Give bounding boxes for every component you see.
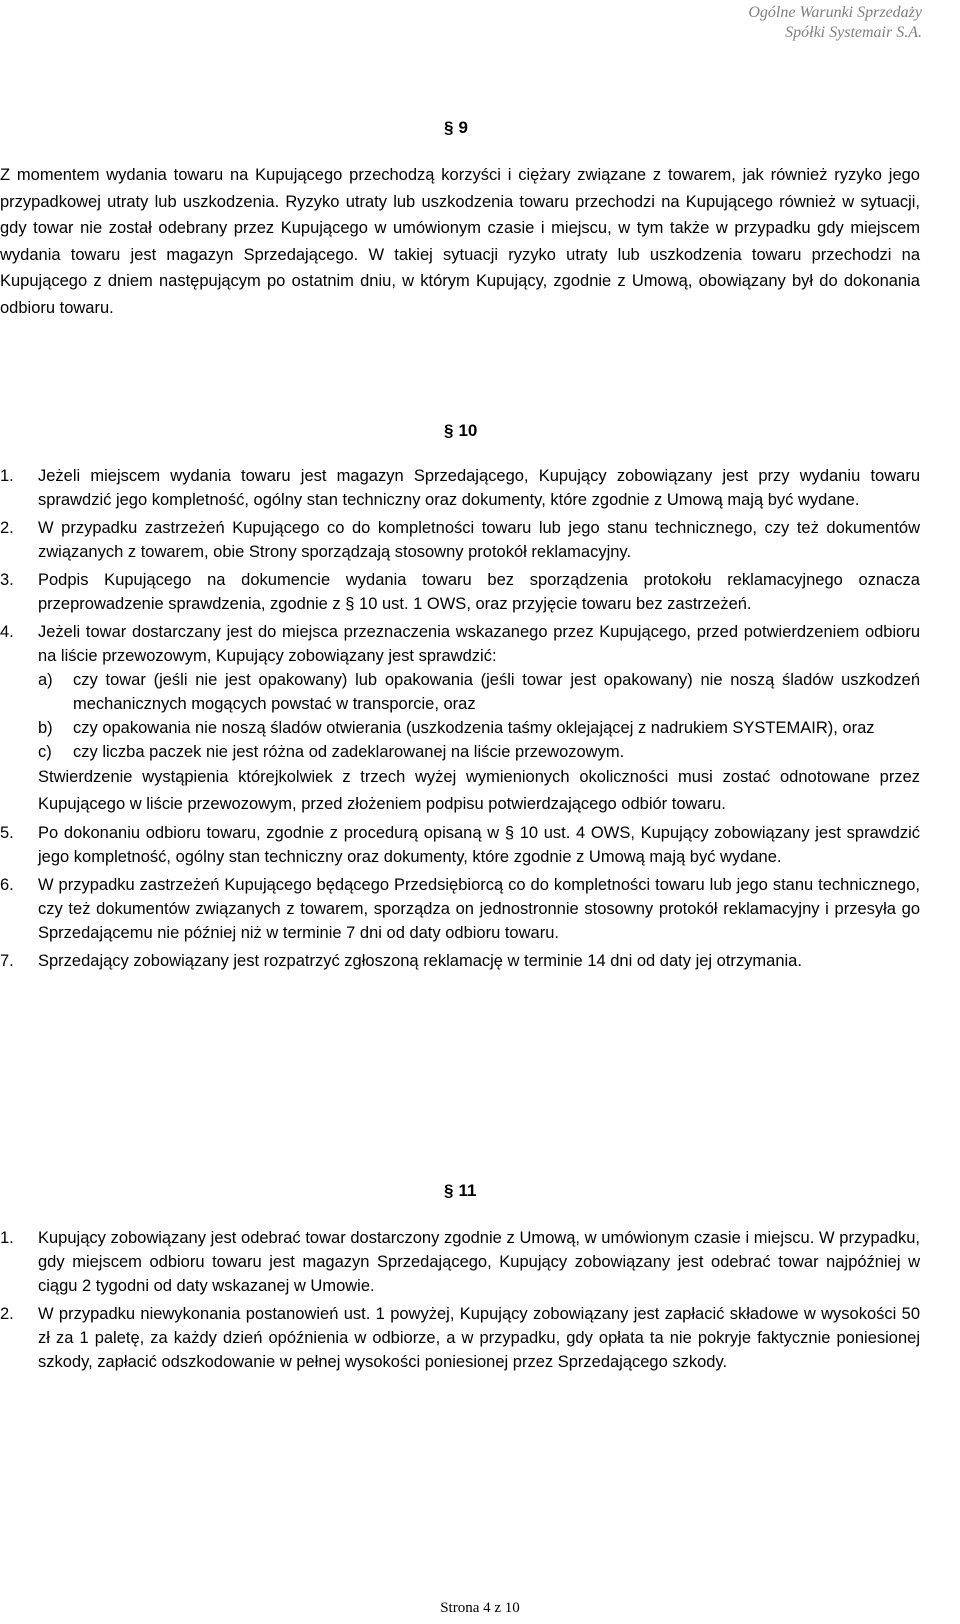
list-item: 5. Po dokonaniu odbioru towaru, zgodnie z procedurą opisaną w § 10 ust. 4 OWS, Kupujący zobowiązany jest sprawdzić jego kompletność, ogólny stan techniczny oraz dokumenty, które zgodnie z Umową mają być wydane. bbox=[0, 824, 920, 866]
list-item: 2. W przypadku zastrzeżeń Kupującego co do kompletności towaru lub jego stanu technicznego, czy też dokumentów związanych z towarem, obie Strony sporządzają stosowny protokół reklamacyjny. bbox=[0, 519, 920, 561]
section-10-list bbox=[0, 464, 920, 973]
section-number: 10 bbox=[458, 421, 478, 440]
document-header bbox=[748, 3, 922, 43]
section-symbol: § bbox=[444, 118, 454, 137]
section-11-body bbox=[0, 1226, 920, 1374]
list-item: 3. Podpis Kupującego na dokumencie wydania towaru bez sporządzenia protokołu reklamacyjnego oznacza przeprowadzenie sprawdzenia, zgodnie z § 10 ust. 1 OWS, oraz przyjęcie towaru bez zastrzeżeń. bbox=[0, 571, 920, 613]
page-number: Strona 4 z 10 bbox=[440, 1600, 520, 1616]
section-9-body: Z momentem wydania towaru na Kupującego przechodzą korzyści i ciężary związane z towarem, jak również ryzyko jego przypadkowej utraty lub uszkodzenia. Ryzyko utraty lub uszkodzenia towaru przechodzi na Kupującego również w sytuacji, gdy towar nie został odebrany przez Kupującego w umówionym czasie i miejscu, w tym także w przypadku gdy miejscem wydania towaru jest magazyn Sprzedającego. W takiej sytuacji ryzyko utraty lub uszkodzenia towaru przechodzi na Kupującego z dniem następującym po ostatnim dniu, w którym Kupujący, zgodnie z Umową, obowiązany był do dokonania odbioru towaru. bbox=[0, 166, 920, 317]
list-item: 6. W przypadku zastrzeżeń Kupującego będącego Przedsiębiorcą co do kompletności towaru lub jego stanu technicznego, czy też dokumentów związanych z towarem, sporządza on jednostronnie stosowny protokół reklamacyjny i przesyła go Sprzedającemu nie później niż w terminie 7 dni od daty odbioru towaru. bbox=[0, 876, 920, 942]
section-number: 9 bbox=[458, 118, 468, 137]
list-item: 1. Kupujący zobowiązany jest odebrać towar dostarczony zgodnie z Umową, w umówionym czasie i miejscu. W przypadku, gdy miejscem odbioru towaru jest magazyn Sprzedającego, Kupujący zobowiązany jest odebrać towar najpóźniej w ciągu 2 tygodni od daty wskazanej w Umowie. bbox=[0, 1229, 920, 1295]
section-9-heading bbox=[444, 118, 468, 138]
section-11-heading bbox=[444, 1181, 476, 1201]
list-item: 7. Sprzedający zobowiązany jest rozpatrzyć zgłoszoną reklamację w terminie 14 dni od daty jej otrzymania. bbox=[0, 952, 802, 970]
list-item: 2. W przypadku niewykonania postanowień ust. 1 powyżej, Kupujący zobowiązany jest zapłacić składowe w wysokości 50 zł za 1 paletę, za każdy dzień opóźnienia w odbiorze, a w przypadku, gdy opłata ta nie pokryje faktycznie poniesionej szkody, zapłacić odszkodowanie w pełnej wysokości poniesionej przez Sprzedającego szkody. bbox=[0, 1305, 920, 1371]
section-number: 11 bbox=[458, 1181, 477, 1200]
section-10-heading bbox=[444, 421, 477, 441]
item-4-conclusion: Stwierdzenie wystąpienia którejkolwiek z trzech wyżej wymienionych okoliczności musi zostać odnotowane przez Kupującego w liście przewozowym, przed złożeniem podpisu potwierdzającego odbiór towaru. bbox=[38, 768, 920, 813]
sub-list-item: a) czy towar (jeśli nie jest opakowany) lub opakowania (jeśli towar jest opakowany) nie noszą śladów uszkodzeń mechanicznych mogących powstać w transporcie, oraz bbox=[38, 671, 920, 713]
section-10-body bbox=[0, 464, 920, 973]
section-symbol: § bbox=[444, 1181, 454, 1200]
section-symbol: § bbox=[444, 421, 454, 440]
header-company: Spółki Systemair S.A. bbox=[785, 24, 922, 41]
list-item: 1. Jeżeli miejscem wydania towaru jest magazyn Sprzedającego, Kupujący zobowiązany jest przy wydaniu towaru sprawdzić jego kompletność, ogólny stan techniczny oraz dokumenty, które zgodnie z Umową mają być wydane. bbox=[0, 467, 920, 509]
list-item: 4. Jeżeli towar dostarczany jest do miejsca przeznaczenia wskazanego przez Kupującego, przed potwierdzeniem odbioru na liście przewozowym, Kupujący zobowiązany jest sprawdzić: a) czy towar (jeśli nie jest opakowany) lub opakowania (jeśli towar jest opakowany) nie noszą śladów uszkodzeń mechanicznych mogących powstać w transporcie, oraz b) czy opakowania nie noszą śladów otwierania (uszkodzenia taśmy oklejającej z nadrukiem SYSTEMAIR), oraz c) czy liczba paczek nie jest różna od zadeklarowanej na liście przewozowym. Stwierdzenie wystąpienia którejkolwiek z trzech wyżej wymienionych okoliczności musi zostać odnotowane przez Kupującego w liście przewozowym, przed złożeniem podpisu potwierdzającego odbiór towaru. bbox=[0, 620, 920, 817]
sub-list bbox=[0, 668, 920, 764]
section-11-list bbox=[0, 1226, 920, 1374]
sub-list-item: b) czy opakowania nie noszą śladów otwierania (uszkodzenia taśmy oklejającej z nadrukiem SYSTEMAIR), oraz bbox=[38, 719, 875, 737]
sub-list-item: c) czy liczba paczek nie jest różna od zadeklarowanej na liście przewozowym. bbox=[38, 743, 625, 761]
header-title: Ogólne Warunki Sprzedaży bbox=[748, 4, 922, 21]
